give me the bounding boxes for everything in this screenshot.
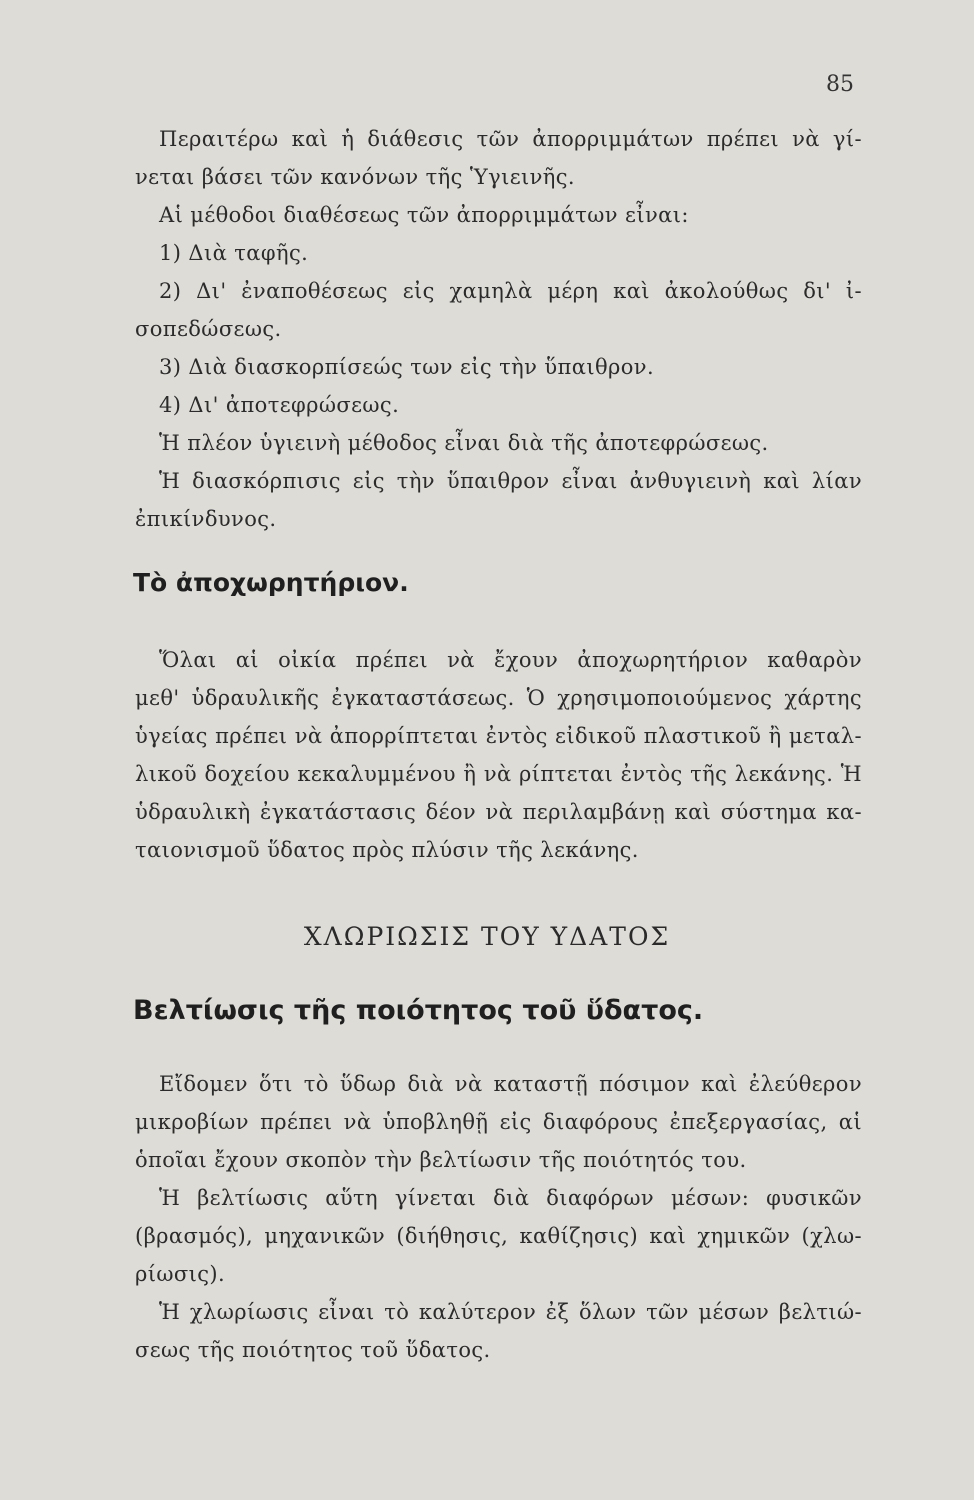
- text-line: Εἴδομεν ὅτι τὸ ὕδωρ διὰ νὰ καταστῇ πόσιμον καὶ ἐλεύθερον: [159, 1072, 862, 1096]
- paragraph-waste-disposal: [135, 120, 862, 538]
- text-line: σεως τῆς ποιότητος τοῦ ὕδατος.: [135, 1338, 491, 1362]
- text-line: ὁποῖαι ἔχουν σκοπὸν τὴν βελτίωσιν τῆς ποιότητός του.: [135, 1148, 747, 1172]
- text-line: μικροβίων πρέπει νὰ ὑποβληθῇ εἰς διαφόρους ἐπεξεργασίας, αἱ: [135, 1110, 862, 1134]
- text-line: (βρασμός), μηχανικῶν (διήθησις, καθίζησις) καὶ χημικῶν (χλω-: [135, 1224, 862, 1248]
- text-line: Ὅλαι αἱ οἰκία πρέπει νὰ ἔχουν ἀποχωρητήριον καθαρὸν: [159, 648, 862, 672]
- text-line: Αἱ μέθοδοι διαθέσεως τῶν ἀπορριμμάτων εἶναι:: [159, 203, 689, 227]
- section-title: ΧΛΩΡΙΩΣΙΣ ΤΟΥ ΥΔΑΤΟΣ: [303, 922, 671, 951]
- list-item: 2) Δι' ἐναποθέσεως εἰς χαμηλὰ μέρη καὶ ἀκολούθως δι' ἰ-: [159, 279, 862, 303]
- text-line: ὑγείας πρέπει νὰ ἀπορρίπτεται ἐντὸς εἰδικοῦ πλαστικοῦ ἢ μεταλ-: [135, 724, 862, 748]
- list-item: 3) Διὰ διασκορπίσεώς των εἰς τὴν ὕπαιθρον.: [159, 355, 655, 379]
- text-line: Ἡ διασκόρπισις εἰς τὴν ὕπαιθρον εἶναι ἀνθυγιεινὴ καὶ λίαν: [159, 469, 862, 493]
- page-number: 85: [826, 72, 854, 97]
- text-line: ἐπικίνδυνος.: [135, 507, 277, 531]
- text-line: νεται βάσει τῶν κανόνων τῆς Ὑγιεινῆς.: [135, 165, 576, 189]
- list-item: 1) Διὰ ταφῆς.: [159, 241, 309, 265]
- list-item: 4) Δι' ἀποτεφρώσεως.: [159, 393, 400, 417]
- text-line: Ἡ χλωρίωσις εἶναι τὸ καλύτερον ἐξ ὅλων τῶν μέσων βελτιώ-: [159, 1300, 862, 1324]
- text-line: λικοῦ δοχείου κεκαλυμμένου ἢ νὰ ρίπτεται ἐντὸς τῆς λεκάνης. Ἡ: [135, 762, 862, 786]
- text-line: ταιονισμοῦ ὕδατος πρὸς πλύσιν τῆς λεκάνης.: [135, 838, 639, 862]
- text-line: Περαιτέρω καὶ ἡ διάθεσις τῶν ἀπορριμμάτων πρέπει νὰ γί-: [159, 127, 862, 151]
- text-line: Ἡ πλέον ὑγιεινὴ μέθοδος εἶναι διὰ τῆς ἀποτεφρώσεως.: [159, 431, 769, 455]
- text-line: ρίωσις).: [135, 1262, 226, 1286]
- text-line: ὑδραυλικὴ ἐγκατάστασις δέον νὰ περιλαμβάνῃ καὶ σύστημα κα-: [135, 800, 862, 824]
- text-line: Ἡ βελτίωσις αὕτη γίνεται διὰ διαφόρων μέσων: φυσικῶν: [159, 1186, 862, 1210]
- paragraph-water-quality: [135, 1065, 862, 1369]
- text-line: μεθ' ὑδραυλικῆς ἐγκαταστάσεως. Ὁ χρησιμοποιούμενος χάρτης: [135, 686, 862, 710]
- paragraph-toilet: [135, 641, 862, 869]
- text-line: σοπεδώσεως.: [135, 317, 282, 341]
- heading-water-quality: Βελτίωσις τῆς ποιότητος τοῦ ὕδατος.: [133, 995, 704, 1026]
- heading-toilet: Τὸ ἀποχωρητήριον.: [133, 568, 409, 597]
